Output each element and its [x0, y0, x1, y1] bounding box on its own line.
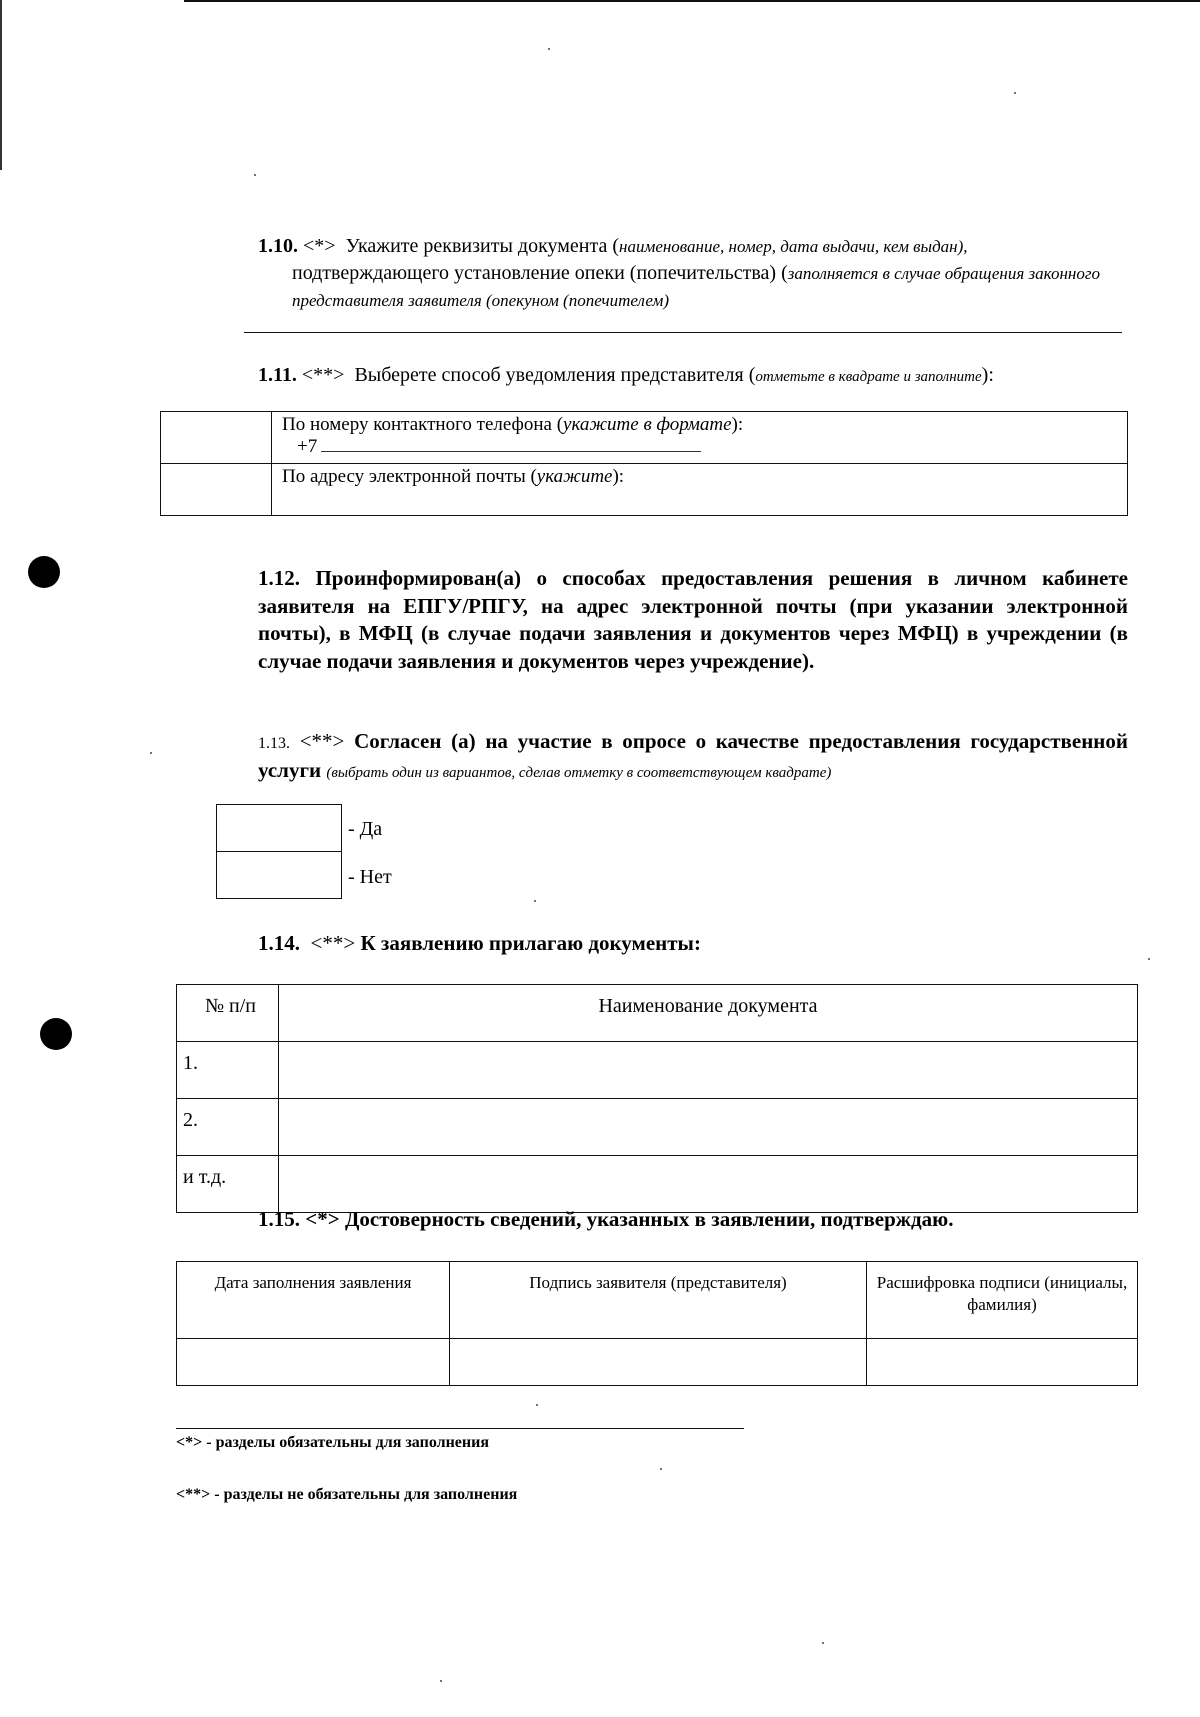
row-number: 1.	[177, 1042, 279, 1099]
scan-speck	[254, 174, 256, 176]
section-hint: заполняется в случае обращения законного представителя заявителя (опекуном (попечителем)	[292, 264, 1100, 310]
column-header: № п/п	[177, 985, 279, 1042]
option-yes-label: - Да	[348, 818, 383, 840]
row-hint: укажите	[536, 466, 613, 487]
section-number: 1.10.	[258, 235, 298, 257]
phone-prefix: +7	[297, 436, 318, 457]
table-row	[177, 1099, 1138, 1156]
document-name-cell[interactable]	[279, 1099, 1138, 1156]
optional-marker: <**>	[301, 364, 345, 386]
scan-speck	[440, 1680, 442, 1682]
document-name-cell[interactable]	[279, 1042, 1138, 1099]
table-header	[177, 1262, 1138, 1339]
scan-top-border	[184, 0, 1200, 2]
date-cell[interactable]	[177, 1339, 450, 1386]
document-name-cell[interactable]	[279, 1156, 1138, 1213]
section-1-12	[258, 565, 1128, 675]
option-yes-checkbox[interactable]	[217, 805, 342, 852]
optional-marker: <**>	[310, 931, 356, 955]
section-text: Достоверность сведений, указанных в заявлении, подтверждаю.	[344, 1207, 954, 1231]
punch-hole-icon	[40, 1018, 72, 1050]
row-label-tail: ):	[612, 466, 625, 487]
fill-in-line[interactable]	[244, 332, 1122, 333]
row-number: и т.д.	[177, 1156, 279, 1213]
option-no-label: - Нет	[348, 866, 392, 888]
section-hint: наименование, номер, дата выдачи, кем выдан),	[619, 237, 968, 256]
section-1-11	[258, 362, 1138, 391]
section-text: Укажите реквизиты документа (	[345, 235, 620, 257]
table-row	[177, 1156, 1138, 1213]
scan-speck	[534, 900, 536, 902]
email-checkbox[interactable]	[161, 464, 272, 516]
table-row	[161, 464, 1128, 516]
row-label: По номеру контактного телефона (	[282, 414, 564, 435]
section-number: 1.12.	[258, 566, 300, 590]
section-hint: отметьте в квадрате и заполните	[755, 369, 982, 385]
section-number: 1.15.	[258, 1207, 300, 1231]
scan-speck	[660, 1468, 662, 1470]
column-header: Наименование документа	[279, 985, 1138, 1042]
section-text: Выберете способ уведомления представителя (	[354, 364, 756, 386]
signature-cell[interactable]	[450, 1339, 867, 1386]
phone-checkbox[interactable]	[161, 412, 272, 464]
section-text: К заявлению прилагаю документы:	[360, 931, 701, 955]
phone-input-line[interactable]	[321, 451, 701, 452]
option-row	[217, 852, 342, 899]
scan-speck	[1148, 958, 1150, 960]
row-number: 2.	[177, 1099, 279, 1156]
scan-speck	[150, 752, 152, 754]
row-label: По адресу электронной почты (	[282, 466, 537, 487]
column-header: Расшифровка подписи (инициалы, фамилия)	[867, 1262, 1138, 1339]
scan-speck	[536, 1404, 538, 1406]
option-row	[217, 805, 342, 852]
scan-speck	[1014, 92, 1016, 94]
table-header	[177, 985, 1138, 1042]
section-text-tail: ):	[981, 364, 994, 386]
section-hint: (выбрать один из вариантов, сделав отметку в соответствующем квадрате)	[326, 765, 832, 781]
table-row	[177, 1339, 1138, 1386]
footnote-required: <*> - разделы обязательны для заполнения	[176, 1434, 489, 1451]
footnote-optional: <**> - разделы не обязательны для заполнения	[176, 1486, 518, 1503]
section-1-15	[258, 1206, 1138, 1233]
signature-decoding-cell[interactable]	[867, 1339, 1138, 1386]
scan-left-border	[0, 0, 2, 170]
section-text: Проинформирован(а) о способах предоставления решения в личном кабинете заявителя на ЕПГУ/РПГУ, на адрес электронной почты (при указании электронной почты), в МФЦ (в случае подачи заявления и документов через МФЦ) в учреждении (в случае подачи заявления и документов через учреждение).	[258, 566, 1129, 673]
section-1-14	[258, 930, 1128, 957]
section-text: Согласен (а) на участие в опросе о качестве предоставления государственной услуги	[258, 729, 1129, 782]
table-row	[177, 1042, 1138, 1099]
section-text: подтверждающего установление опеки (попечительства) (	[292, 262, 788, 284]
email-field[interactable]	[272, 464, 1128, 516]
required-marker: <*>	[303, 235, 336, 257]
table-row	[161, 412, 1128, 464]
footnote-separator	[176, 1428, 744, 1429]
column-header: Подпись заявителя (представителя)	[450, 1262, 867, 1339]
section-1-10	[258, 233, 1126, 314]
documents-table	[176, 984, 1138, 1213]
scan-speck	[548, 48, 550, 50]
notification-method-table	[160, 411, 1128, 516]
row-hint: укажите в формате	[563, 414, 732, 435]
optional-marker: <**>	[299, 729, 345, 753]
required-marker: <*>	[305, 1207, 340, 1231]
survey-consent-choices	[216, 804, 342, 899]
scan-speck	[822, 1642, 824, 1644]
phone-field[interactable]	[272, 412, 1128, 464]
signature-table	[176, 1261, 1138, 1386]
punch-hole-icon	[28, 556, 60, 588]
section-number: 1.13.	[258, 735, 290, 752]
section-1-13	[258, 728, 1128, 784]
section-number: 1.14.	[258, 931, 300, 955]
option-no-checkbox[interactable]	[217, 852, 342, 899]
section-number: 1.11.	[258, 364, 297, 386]
column-header: Дата заполнения заявления	[177, 1262, 450, 1339]
row-label-tail: ):	[731, 414, 744, 435]
